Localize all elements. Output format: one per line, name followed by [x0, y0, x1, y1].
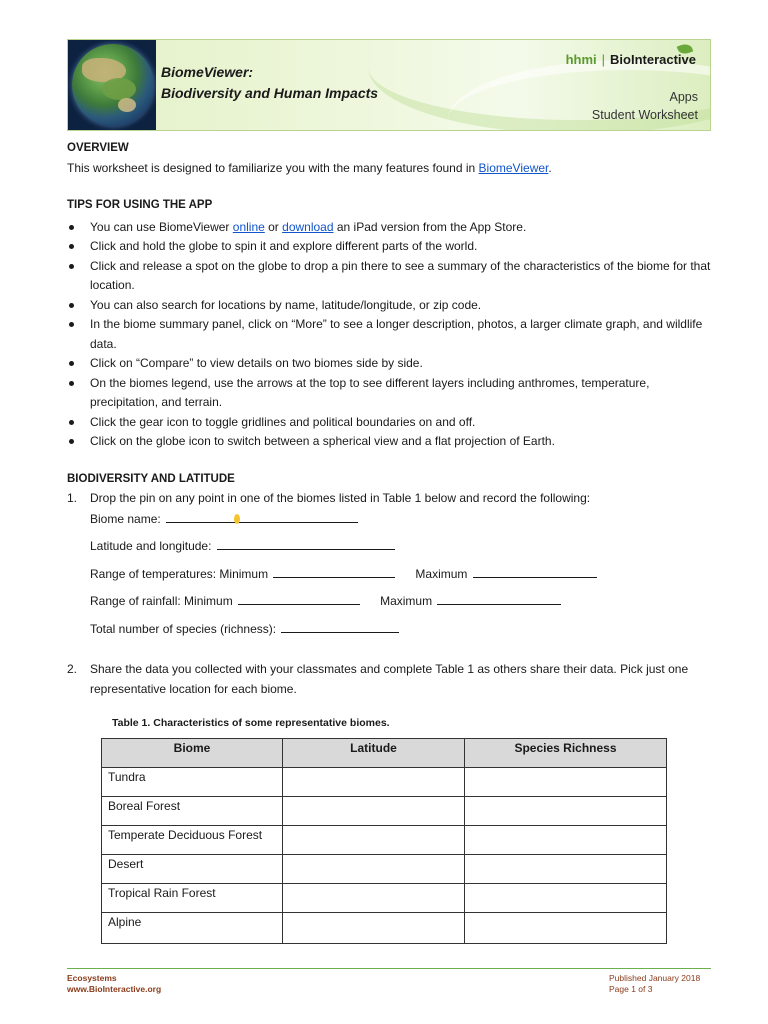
latitude-cell[interactable] — [283, 797, 465, 826]
question-2-text: Share the data you collected with your classmates and complete Table 1 as others share their data. Pick just one representative location for each biome. — [90, 662, 689, 696]
tip-item: You can also search for locations by name, latitude/longitude, or zip code. — [67, 296, 711, 316]
globe-image — [68, 40, 156, 130]
table-row — [102, 826, 667, 855]
biome-cell: Boreal Forest — [102, 797, 283, 826]
species-blank[interactable] — [281, 619, 399, 633]
question-number: 2. — [67, 662, 78, 676]
footer-site[interactable]: www.BioInteractive.org — [67, 984, 162, 994]
tip-text: You can use BiomeViewer — [90, 219, 233, 234]
title-line-2: Biodiversity and Human Impacts — [161, 85, 379, 101]
table-row — [102, 768, 667, 797]
biome-cell: Alpine — [102, 913, 283, 944]
category-label: Apps — [669, 90, 698, 104]
overview-text-part: This worksheet is designed to familiarize you with the many features found in — [67, 160, 479, 175]
brand-separator: | — [601, 52, 606, 67]
document-title — [161, 62, 378, 104]
field-label: Latitude and longitude: — [90, 539, 212, 553]
latitude-cell[interactable] — [283, 826, 465, 855]
brand-logo — [566, 52, 696, 67]
tip-item: Click on the globe icon to switch between a spherical view and a flat projection of Earth. — [67, 432, 711, 452]
field-label: Range of temperatures: Minimum — [90, 566, 269, 581]
tip-item: In the biome summary panel, click on “More” to see a longer description, photos, a larger climate graph, and wildlife data. — [67, 315, 711, 354]
richness-cell[interactable] — [465, 913, 667, 944]
field-label: Maximum — [415, 566, 468, 581]
table-header-row — [102, 739, 667, 768]
table-row — [102, 913, 667, 944]
globe-icon — [72, 44, 154, 126]
download-link[interactable]: download — [282, 219, 334, 234]
temp-max-blank[interactable] — [473, 564, 597, 578]
tip-item: Click the gear icon to toggle gridlines and political boundaries on and off. — [67, 413, 711, 433]
richness-cell[interactable] — [465, 797, 667, 826]
richness-cell[interactable] — [465, 826, 667, 855]
biome-cell: Tropical Rain Forest — [102, 884, 283, 913]
field-label: Biome name: — [90, 511, 161, 526]
biome-name-field — [90, 509, 711, 530]
tip-text: or — [264, 219, 283, 234]
column-header: Biome — [102, 739, 283, 768]
table-row — [102, 797, 667, 826]
lat-long-field — [90, 536, 711, 557]
tip-item: On the biomes legend, use the arrows at the top to see different layers including anthromes, temperature, precipitation, and terrain. — [67, 374, 711, 413]
biodiversity-heading: BIODIVERSITY AND LATITUDE — [67, 472, 235, 485]
tip-text: an iPad version from the App Store. — [333, 219, 527, 234]
richness-cell[interactable] — [465, 884, 667, 913]
overview-heading: OVERVIEW — [67, 142, 129, 154]
title-line-1: BiomeViewer: — [161, 64, 254, 80]
lat-long-blank[interactable] — [217, 536, 395, 550]
overview-text — [67, 159, 711, 179]
tip-item: Click and release a spot on the globe to drop a pin there to see a summary of the characteristics of the biome for that location. — [67, 257, 711, 296]
latitude-cell[interactable] — [283, 855, 465, 884]
rain-min-blank[interactable] — [238, 591, 360, 605]
richness-cell[interactable] — [465, 855, 667, 884]
temp-min-blank[interactable] — [273, 564, 395, 578]
richness-cell[interactable] — [465, 768, 667, 797]
table-title: Table 1. Characteristics of some representative biomes. — [112, 717, 390, 729]
field-label: Range of rainfall: Minimum — [90, 594, 233, 608]
brand-name: BioInteractive — [610, 52, 696, 67]
online-link[interactable]: online — [232, 219, 265, 234]
highlight-marker — [234, 514, 240, 524]
tips-heading: TIPS FOR USING THE APP — [67, 199, 213, 211]
hhmi-logo-text: hhmi — [565, 52, 597, 67]
footer-published: Published January 2018 — [609, 973, 701, 983]
tip-item — [67, 218, 711, 238]
rainfall-field — [90, 591, 711, 612]
column-header: Latitude — [283, 739, 465, 768]
temperature-field — [90, 564, 711, 585]
field-label: Total number of species (richness): — [90, 621, 277, 636]
biome-table — [101, 738, 667, 944]
question-1-text: Drop the pin on any point in one of the biomes listed in Table 1 below and record the following: — [90, 491, 591, 505]
tip-item: Click and hold the globe to spin it and explore different parts of the world. — [67, 237, 711, 257]
footer-left — [67, 973, 161, 995]
footer-divider — [67, 968, 711, 969]
latitude-cell[interactable] — [283, 913, 465, 944]
biome-name-blank[interactable] — [166, 509, 358, 523]
biome-cell: Temperate Deciduous Forest — [102, 826, 283, 855]
header-banner — [67, 39, 711, 131]
biome-cell: Desert — [102, 855, 283, 884]
column-header: Species Richness — [465, 739, 667, 768]
latitude-cell[interactable] — [283, 884, 465, 913]
footer-topic: Ecosystems — [67, 973, 117, 983]
biome-cell: Tundra — [102, 768, 283, 797]
footer-page-number: Page 1 of 3 — [609, 984, 653, 994]
biomeviewer-link[interactable]: BiomeViewer — [478, 160, 549, 175]
tip-item: Click on “Compare” to view details on two biomes side by side. — [67, 354, 711, 374]
question-2 — [67, 660, 711, 699]
question-1 — [67, 489, 711, 639]
overview-text-end: . — [548, 160, 552, 175]
question-number: 1. — [67, 491, 78, 505]
table-row — [102, 855, 667, 884]
field-label: Maximum — [380, 594, 433, 608]
doc-type-label: Student Worksheet — [591, 108, 698, 122]
species-field — [90, 619, 711, 640]
worksheet-body — [67, 139, 711, 699]
footer-right — [609, 973, 700, 995]
latitude-cell[interactable] — [283, 768, 465, 797]
rain-max-blank[interactable] — [437, 591, 561, 605]
tips-list — [67, 218, 711, 452]
table-row — [102, 884, 667, 913]
